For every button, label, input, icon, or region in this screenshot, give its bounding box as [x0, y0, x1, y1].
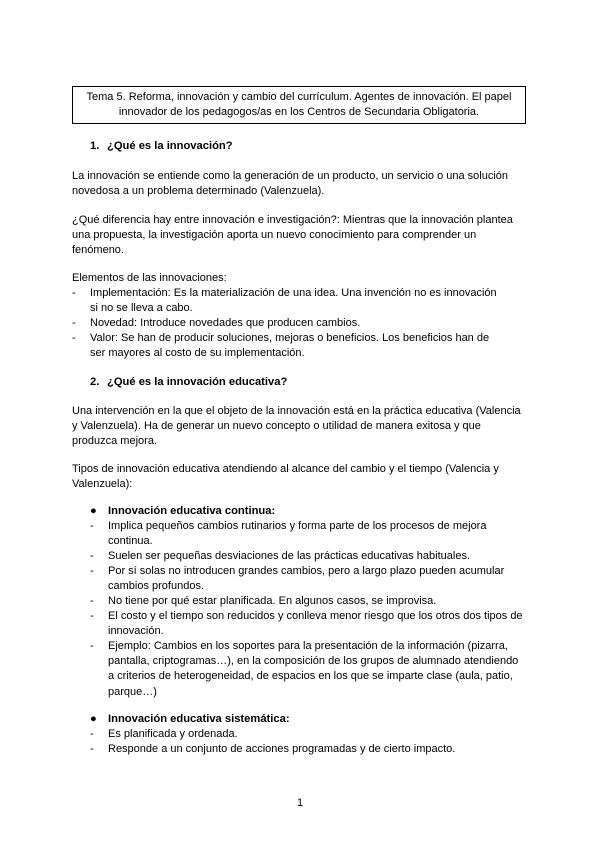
text-line: produzca mejora. [72, 435, 157, 448]
dash-marker: - [72, 332, 76, 344]
text-line: Valor: Se han de producir soluciones, mejoras o beneficios. Los beneficios han de [90, 332, 490, 344]
text-line: Ejemplo: Cambios en los soportes para la presentación de la información (pizarra, [108, 640, 508, 652]
title-line: Tema 5. Reforma, innovación y cambio del currículum. Agentes de innovación. El papel [86, 91, 512, 103]
bullet-title: Innovación educativa continua: [108, 505, 276, 517]
text-line: parque…) [108, 685, 157, 698]
text-line: La innovación se entiende como la generación de un producto, un servicio o una solución [72, 170, 509, 182]
title-box [72, 86, 526, 124]
dash-marker: - [90, 728, 94, 740]
text-line: Tipos de innovación educativa atendiendo al alcance del cambio y el tiempo (Valencia y [72, 463, 499, 475]
dash-marker: - [90, 565, 94, 577]
dash-marker: - [90, 550, 94, 562]
bullet-marker: ● [90, 713, 97, 725]
text-line: Implementación: Es la materialización de una idea. Una invención no es innovación [90, 287, 497, 299]
dash-marker: - [90, 743, 94, 755]
text-line: ser mayores al costo de su implementación. [90, 347, 305, 360]
dash-marker: - [90, 640, 94, 652]
text-line: novedosa a un problema determinado (Valenzuela). [72, 185, 325, 198]
dash-marker: - [90, 610, 94, 622]
text-line: cambios profundos. [108, 580, 204, 593]
text-line: Valenzuela): [72, 478, 133, 491]
text-line: si no se lleva a cabo. [90, 302, 193, 315]
text-line: Es planificada y ordenada. [108, 728, 238, 740]
paragraph [72, 213, 526, 259]
paragraph [72, 404, 526, 450]
dash-marker: - [90, 520, 94, 532]
text-line: pantalla, criptogramas…), en la composición de los grupos de alumnado atendiendo [108, 655, 519, 668]
dash-marker: - [90, 595, 94, 607]
text-line: fenómeno. [72, 244, 124, 257]
text-line: Novedad: Introduce novedades que producen cambios. [90, 317, 361, 329]
text-line: Implica pequeños cambios rutinarios y forma parte de los procesos de mejora [108, 520, 487, 532]
section-number: 2. [90, 376, 100, 388]
dash-marker: - [72, 317, 76, 329]
paragraph [72, 462, 526, 492]
paragraph [72, 169, 526, 199]
text-line: Responde a un conjunto de acciones programadas y de cierto impacto. [108, 743, 456, 755]
text-line: El costo y el tiempo son reducidos y conlleva menor riesgo que los otros dos tipos de [108, 610, 523, 622]
text-line: Una intervención en la que el objeto de la innovación está en la práctica educativa (Valencia [72, 405, 521, 417]
elements-intro: Elementos de las innovaciones: [72, 272, 227, 284]
text-line: Por sí solas no introducen grandes cambios, pero a largo plazo pueden acumular [108, 565, 505, 577]
title-line: innovador de los pedagogos/as en los Centros de Secundaria Obligatoria. [118, 106, 480, 118]
bullet-title: Innovación educativa sistemática: [108, 713, 290, 725]
text-line: y Valenzuela). Ha de generar un nuevo concepto o utilidad de manera exitosa y que [72, 420, 481, 433]
text-line: Suelen ser pequeñas desviaciones de las prácticas educativas habituales. [108, 550, 471, 562]
bullet-marker: ● [90, 505, 97, 517]
text-line: a criterios de heterogeneidad, de espacios en los que se imparte clase (aula, patio, [108, 670, 513, 683]
text-line: una propuesta, la investigación aporta un nuevo conocimiento para comprender un [72, 229, 477, 242]
text-line: continua. [108, 535, 153, 548]
section-number: 1. [90, 140, 100, 152]
text-line: innovación. [108, 625, 164, 638]
text-line: ¿Qué diferencia hay entre innovación e investigación?: Mientras que la innovación plantea [72, 214, 513, 226]
section-title: ¿Qué es la innovación? [107, 140, 233, 152]
dash-marker: - [72, 287, 76, 299]
page-number: 1 [296, 797, 304, 809]
text-line: No tiene por qué estar planificada. En algunos casos, se improvisa. [108, 595, 437, 607]
section-title: ¿Qué es la innovación educativa? [107, 376, 288, 388]
